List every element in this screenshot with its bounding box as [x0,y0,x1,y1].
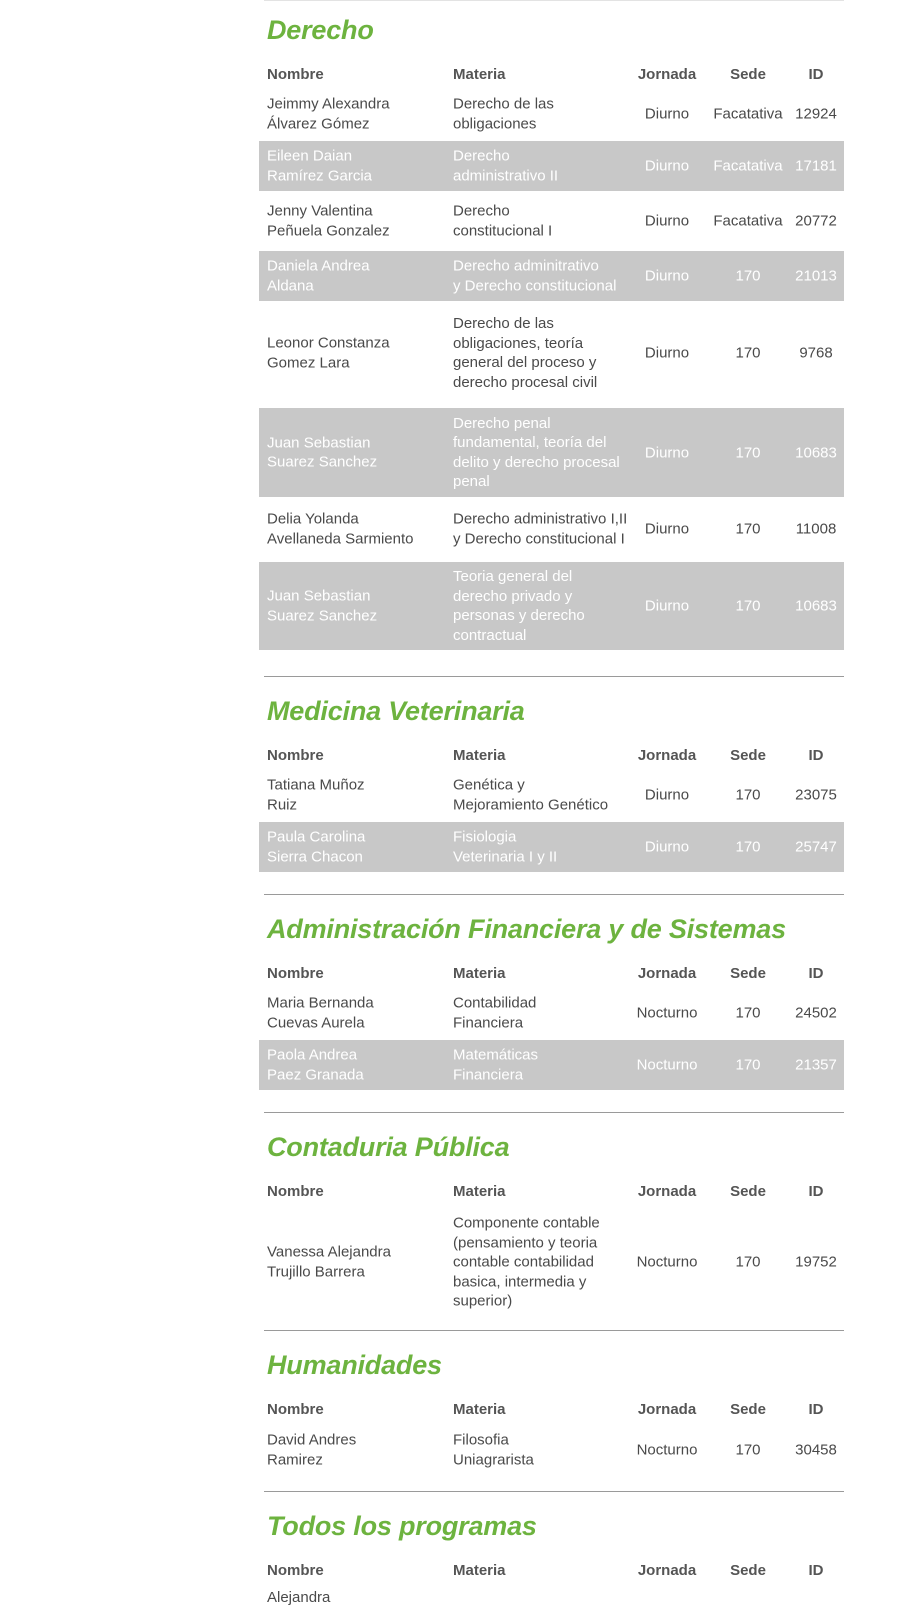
header-nombre: Nombre [267,747,324,764]
cell-materia: Contabilidad Financiera [453,994,537,1031]
table-row [259,1425,844,1475]
table-row [259,89,844,139]
cell-nombre: Juan Sebastian Suarez Sanchez [267,434,378,471]
header-id: ID [808,747,824,764]
header-jornada: Jornada [637,965,697,982]
table-row [259,770,844,820]
cell-id: 11008 [795,520,837,538]
cell-materia: Derecho administrativo I,II y Derecho constitucional I [453,510,628,547]
header-id: ID [808,66,824,83]
cell-sede: 170 [735,267,761,285]
header-sede: Sede [730,965,766,982]
cell-sede: 170 [735,1253,761,1271]
cell-id: 30458 [795,1441,837,1459]
header-nombre: Nombre [267,1401,324,1418]
header-nombre: Nombre [267,66,324,83]
header-jornada: Jornada [637,747,697,764]
section-title: Contaduria Pública [267,1132,510,1162]
cell-materia: Derecho de las obligaciones, teoría general del proceso y derecho procesal civil [453,315,598,391]
header-nombre: Nombre [267,965,324,982]
section-title: Humanidades [267,1350,442,1380]
cell-jornada: Diurno [644,157,690,175]
cell-jornada: Nocturno [636,1056,698,1074]
cell-nombre: Eileen Daian Ramírez Garcia [267,147,373,184]
table-row [259,822,844,872]
cell-jornada: Nocturno [636,1441,698,1459]
cell-nombre: Paola Andrea Paez Granada [267,1046,364,1083]
cell-id: 21013 [795,267,837,285]
header-sede: Sede [730,747,766,764]
section-divider [264,1112,844,1113]
section-divider [264,1491,844,1492]
cell-materia: Derecho de las obligaciones [453,95,554,132]
header-jornada: Jornada [637,66,697,83]
section-title: Administración Financiera y de Sistemas [267,914,786,944]
cell-id: 9768 [799,344,833,362]
cell-id: 10683 [795,597,837,615]
table-row [259,1588,844,1610]
cell-jornada: Diurno [644,267,690,285]
table-header [264,965,844,985]
cell-id: 25747 [795,838,837,856]
cell-jornada: Diurno [644,344,690,362]
header-materia: Materia [453,1562,506,1579]
cell-nombre: David Andres Ramirez [267,1431,357,1468]
table-row [259,195,844,247]
header-nombre: Nombre [267,1562,324,1579]
cell-jornada: Diurno [644,838,690,856]
cell-jornada: Diurno [644,212,690,230]
table-row [259,988,844,1038]
header-sede: Sede [730,1401,766,1418]
cell-jornada: Nocturno [636,1253,698,1271]
table-row [259,1207,844,1317]
header-id: ID [808,1401,824,1418]
cell-sede: 170 [735,786,761,804]
section-divider [264,894,844,895]
cell-sede: 170 [735,344,761,362]
cell-sede: Facatativa [713,157,783,175]
cell-sede: 170 [735,838,761,856]
table-header [264,1401,844,1421]
header-sede: Sede [730,66,766,83]
cell-jornada: Nocturno [636,1004,698,1022]
cell-id: 12924 [795,105,837,123]
cell-nombre: Daniela Andrea Aldana [267,257,370,294]
table-header [264,747,844,767]
header-materia: Materia [453,1183,506,1200]
header-sede: Sede [730,1562,766,1579]
cell-nombre: Juan Sebastian Suarez Sanchez [267,587,378,624]
header-jornada: Jornada [637,1562,697,1579]
table-row [259,309,844,397]
cell-nombre: Alejandra [267,1589,331,1606]
cell-nombre: Vanessa Alejandra Trujillo Barrera [267,1243,391,1280]
cell-materia: Componente contable (pensamiento y teoria contable contabilidad basica, intermedia y superior) [453,1214,600,1310]
cell-materia: Derecho adminitrativo y Derecho constitucional [453,257,617,294]
cell-id: 19752 [795,1253,837,1271]
cell-sede: Facatativa [713,105,783,123]
cell-nombre: Jenny Valentina Peñuela Gonzalez [267,202,390,239]
cell-id: 24502 [795,1004,837,1022]
cell-sede: 170 [735,520,761,538]
cell-materia: Matemáticas Financiera [453,1046,539,1083]
header-id: ID [808,1562,824,1579]
cell-materia: Genética y Mejoramiento Genético [453,776,609,813]
cell-nombre: Delia Yolanda Avellaneda Sarmiento [267,510,414,547]
header-materia: Materia [453,66,506,83]
cell-sede: 170 [735,597,761,615]
header-materia: Materia [453,1401,506,1418]
table-row [259,141,844,191]
cell-id: 17181 [795,157,837,175]
cell-materia: Teoria general del derecho privado y personas y derecho contractual [453,568,585,644]
cell-nombre: Tatiana Muñoz Ruiz [267,776,365,813]
table-row [259,504,844,554]
cell-materia: Fisiologia Veterinaria I y II [453,828,558,865]
cell-materia: Derecho administrativo II [453,147,559,184]
section-divider [264,1330,844,1331]
cell-id: 23075 [795,786,837,804]
section-divider [264,676,844,677]
cell-jornada: Diurno [644,520,690,538]
cell-materia: Derecho constitucional I [453,202,553,239]
cell-materia: Filosofia Uniagrarista [453,1431,534,1468]
section-divider [264,0,844,1]
header-nombre: Nombre [267,1183,324,1200]
cell-nombre: Leonor Constanza Gomez Lara [267,334,390,371]
cell-sede: 170 [735,443,761,461]
table-row [259,562,844,650]
cell-jornada: Diurno [644,597,690,615]
cell-jornada: Diurno [644,786,690,804]
cell-nombre: Jeimmy Alexandra Álvarez Gómez [267,95,390,132]
header-id: ID [808,1183,824,1200]
cell-sede: 170 [735,1004,761,1022]
cell-sede: 170 [735,1441,761,1459]
table-row [259,408,844,497]
cell-sede: 170 [735,1056,761,1074]
cell-sede: Facatativa [713,212,783,230]
cell-materia: Derecho penal fundamental, teoría del delito y derecho procesal penal [453,414,620,490]
section-title: Todos los programas [267,1511,537,1541]
header-materia: Materia [453,965,506,982]
table-row [259,251,844,301]
table-header [264,66,844,86]
cell-nombre: Paula Carolina Sierra Chacon [267,828,366,865]
header-materia: Materia [453,747,506,764]
cell-nombre: Maria Bernanda Cuevas Aurela [267,994,374,1031]
table-row [259,1040,844,1090]
cell-id: 20772 [795,212,837,230]
cell-jornada: Diurno [644,443,690,461]
table-header [264,1562,844,1582]
header-sede: Sede [730,1183,766,1200]
cell-id: 10683 [795,443,837,461]
section-title: Derecho [267,15,374,45]
header-jornada: Jornada [637,1401,697,1418]
header-id: ID [808,965,824,982]
section-title: Medicina Veterinaria [267,696,525,726]
cell-id: 21357 [795,1056,837,1074]
cell-jornada: Diurno [644,105,690,123]
table-header [264,1183,844,1203]
header-jornada: Jornada [637,1183,697,1200]
